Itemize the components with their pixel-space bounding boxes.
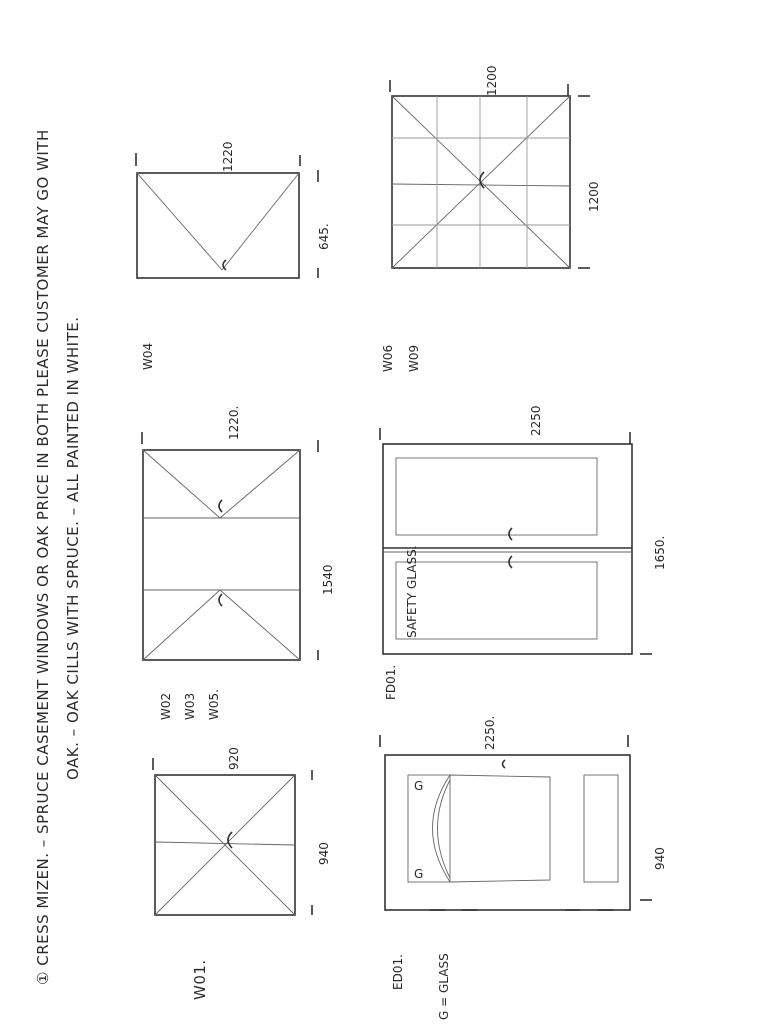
- w01-label: W01.: [191, 959, 209, 1000]
- fd01-height: 1650.: [653, 535, 667, 570]
- w02-label-2: W03: [183, 692, 197, 720]
- ed01-glass-mark-bottom: G: [414, 867, 424, 881]
- w01-height: 940: [317, 842, 331, 865]
- w02-width: 1220.: [227, 405, 241, 440]
- window-w04: [136, 141, 331, 370]
- w04-height: 645.: [317, 223, 331, 250]
- window-w06: [381, 65, 601, 372]
- header-line-1: ① CRESS MIZEN. – SPRUCE CASEMENT WINDOWS OR OAK PRICE IN BOTH PLEASE CUSTOMER MAY GO WITH: [34, 129, 52, 985]
- w06-label-2: W09: [407, 344, 421, 372]
- ed01-height: 940: [653, 847, 667, 870]
- ed01-width: 2250.: [483, 715, 497, 750]
- w02-label-1: W02: [159, 692, 173, 720]
- fd01-label: FD01.: [384, 664, 398, 700]
- w04-label: W04: [141, 342, 155, 370]
- fd01-width: 2250: [529, 405, 543, 436]
- ed01-glass-mark-top: G: [414, 779, 424, 793]
- window-w02: [142, 406, 335, 720]
- header-line-2: OAK. – OAK CILLS WITH SPRUCE. – ALL PAINTED IN WHITE.: [64, 316, 82, 780]
- w04-width: 1220: [221, 141, 235, 172]
- fd01-note: SAFETY GLASS.: [405, 545, 419, 638]
- ed01-glass-key: G = GLASS: [437, 953, 451, 1020]
- w02-height: 1540: [321, 564, 335, 595]
- window-w01: [153, 747, 331, 1000]
- ed01-label: ED01.: [391, 954, 405, 990]
- w02-label-3: W05.: [207, 689, 221, 720]
- door-fd01: [380, 405, 667, 700]
- w06-width: 1200: [485, 65, 499, 96]
- w01-width: 920: [227, 747, 241, 770]
- door-ed01: [380, 716, 667, 1020]
- w06-label-1: W06: [381, 344, 395, 372]
- w06-height: 1200: [587, 181, 601, 212]
